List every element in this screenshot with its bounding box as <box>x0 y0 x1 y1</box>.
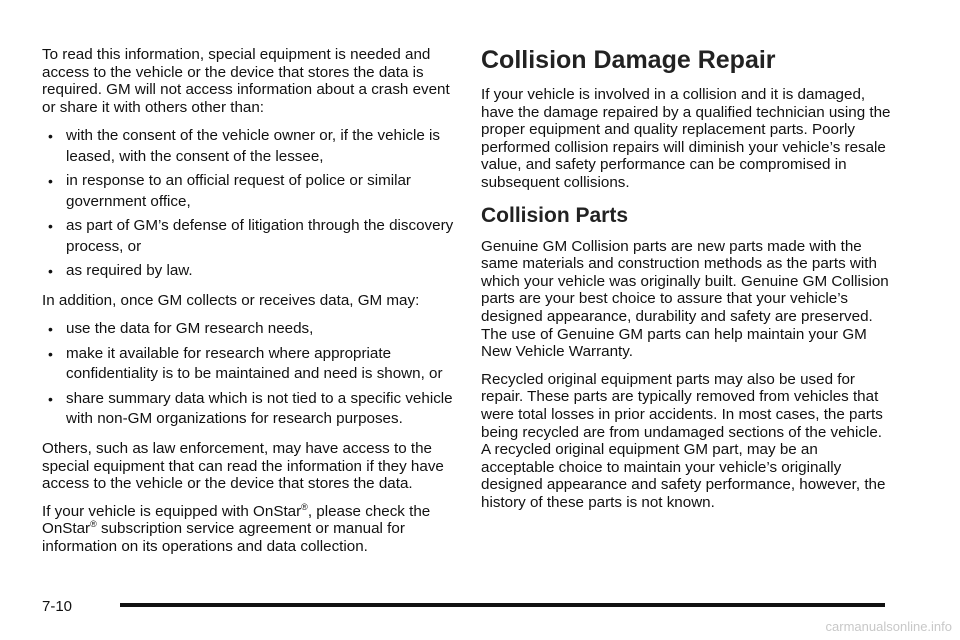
paragraph-recycled-parts: Recycled original equipment parts may also be used for repair. These parts are typically removed from vehicles that were total losses in prior accidents. In most cases, the parts being recycled are from undamaged sections of the vehicle. A recycled original equipment GM part, may be an acceptable choice to maintain your vehicle’s originally designed appearance and safety performance, however, the history of these parts is not known. <box>481 370 886 511</box>
paragraph-onstar: If your vehicle is equipped with OnStar®, please check the OnStar® subscription service agreement or manual for information on its operations and data collection. <box>42 501 431 555</box>
bullet-icon: • <box>48 128 53 145</box>
list-item: • share summary data which is not tied to a specific vehicle with non-GM organizations for research purposes. <box>48 389 453 428</box>
heading-collision-parts: Collision Parts <box>481 203 629 227</box>
disclosure-conditions-list <box>42 126 462 282</box>
bullet-icon: • <box>48 263 53 280</box>
bullet-icon: • <box>48 218 53 235</box>
list-item: • make it available for research where appropriate confidentiality is to be maintained and need is shown, or <box>48 344 443 383</box>
page-number: 7-10 <box>42 598 73 615</box>
paragraph-collision-repair: If your vehicle is involved in a collision and it is damaged, have the damage repaired by a qualified technician using the proper equipment and quality replacement parts. Poorly performed collision repairs will diminish your vehicle’s resale value, and safety performance can be compromised in subsequent collisions. <box>481 86 891 191</box>
right-column <box>481 46 891 521</box>
paragraph-law-enforcement: Others, such as law enforcement, may have access to the special equipment that can read the information if they have access to the vehicle or the device that stores the data. <box>42 439 444 493</box>
paragraph-gm-may: In addition, once GM collects or receives data, GM may: <box>42 291 420 309</box>
list-item: • as required by law. <box>42 261 462 282</box>
watermark: carmanualsonline.info <box>825 619 952 634</box>
paragraph-genuine-parts: Genuine GM Collision parts are new parts made with the same materials and construction methods as the parts with which your vehicle was originally built. Genuine GM Collision parts are your best choice to assure that your vehicle’s designed appearance, durability and safety are preserved. The use of Genuine GM parts can help maintain your GM New Vehicle Warranty. <box>481 237 889 361</box>
registered-mark: ® <box>90 519 97 530</box>
bullet-icon: • <box>48 321 53 338</box>
gm-data-uses-list <box>42 319 462 430</box>
left-column <box>42 46 462 566</box>
list-item: • as part of GM’s defense of litigation through the discovery process, or <box>48 217 454 255</box>
heading-collision-damage-repair: Collision Damage Repair <box>481 46 776 74</box>
registered-mark: ® <box>301 501 308 512</box>
paragraph-crash-data-access: To read this information, special equipment is needed and access to the vehicle or the device that stores the data is required. GM will not access information about a crash event or share it with others other than: <box>42 46 450 116</box>
footer-divider <box>120 603 885 607</box>
list-item: • use the data for GM research needs, <box>42 319 462 340</box>
bullet-icon: • <box>48 345 53 362</box>
bullet-icon: • <box>48 173 53 190</box>
bullet-icon: • <box>48 390 53 407</box>
list-item: • in response to an official request of police or similar government office, <box>48 172 411 210</box>
list-item: • with the consent of the vehicle owner or, if the vehicle is leased, with the consent of the lessee, <box>48 127 440 165</box>
